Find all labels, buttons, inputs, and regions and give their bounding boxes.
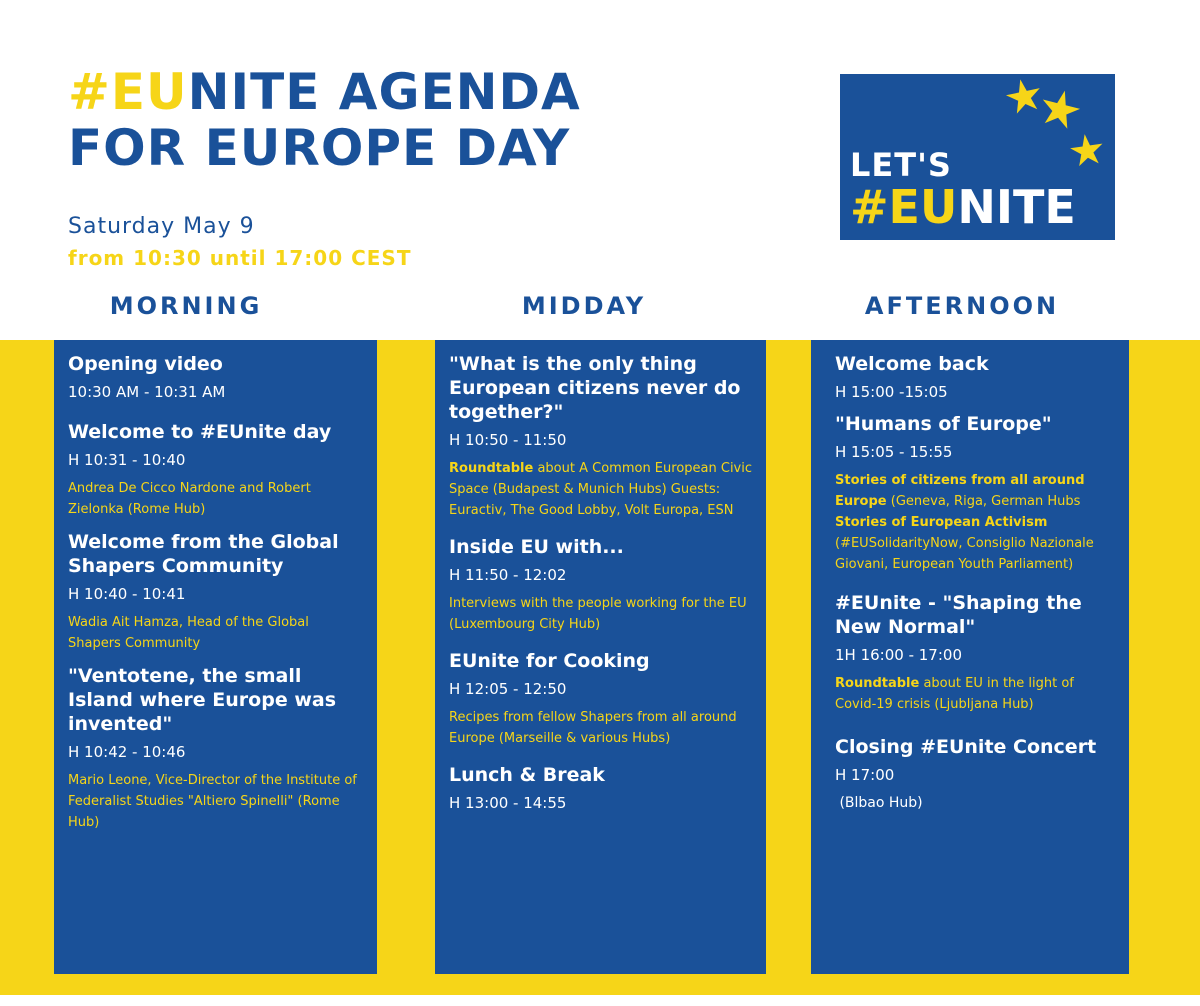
item-time: H 15:00 -15:05: [835, 383, 948, 401]
event-date: Saturday May 9: [68, 214, 255, 239]
item-title: #EUnite - "Shaping the New Normal": [835, 592, 1082, 638]
item-title: Inside EU with...: [449, 536, 624, 558]
logo-accent: #EU: [850, 180, 958, 234]
item-description: Recipes from fellow Shapers from all around Europe (Marseille & various Hubs): [449, 710, 737, 746]
item-description-text: about A Common European Civic Space (Budapest & Munich Hubs) Guests: Euractiv, The Good Lobby, Volt Europa, ESN: [449, 461, 753, 518]
item-title: "Humans of Europe": [835, 413, 1052, 435]
agenda-item: [449, 535, 752, 635]
logo-rest: NITE: [957, 180, 1076, 234]
stories-citizens-label: Stories of citizens from all around Europe: [835, 473, 1085, 509]
item-title: Opening video: [68, 353, 223, 375]
afternoon-panel: [811, 340, 1129, 974]
item-title: "Ventotene, the small Island where Europe was invented": [68, 665, 337, 735]
midday-panel: [435, 340, 766, 974]
item-description-text: about EU in the light of Covid-19 crisis (Ljubljana Hub): [835, 676, 1074, 712]
item-description: [449, 458, 752, 521]
item-time: 10:30 AM - 10:31 AM: [68, 383, 226, 401]
agenda-item: [68, 664, 363, 833]
agenda-item: [68, 352, 363, 402]
title-rest: NITE AGENDA: [187, 63, 581, 121]
item-time: H 10:40 - 10:41: [68, 585, 186, 603]
item-time: H 15:05 - 15:55: [835, 443, 953, 461]
event-time: from 10:30 until 17:00 CEST: [68, 246, 412, 270]
item-title: EUnite for Cooking: [449, 650, 650, 672]
item-time: H 11:50 - 12:02: [449, 566, 567, 584]
stories-activism-text: (#EUSolidarityNow, Consiglio Nazionale Giovani, European Youth Parliament): [835, 536, 1094, 572]
item-title: Closing #EUnite Concert: [835, 736, 1097, 758]
morning-panel: [54, 340, 377, 974]
item-time: H 10:31 - 10:40: [68, 451, 186, 469]
roundtable-label: Roundtable: [835, 676, 920, 691]
title-line-2: FOR EUROPE DAY: [68, 119, 571, 177]
item-description: Interviews with the people working for the EU (Luxembourg City Hub): [449, 596, 747, 632]
star-icon: [1068, 132, 1106, 170]
item-title: Welcome to #EUnite day: [68, 421, 332, 443]
logo-line-2: [850, 180, 1076, 234]
item-description: Mario Leone, Vice-Director of the Institute of Federalist Studies "Altiero Spinelli" (Rome Hub): [68, 773, 357, 830]
agenda-item: [835, 412, 1115, 575]
agenda-title: [68, 64, 581, 176]
item-time: H 10:50 - 11:50: [449, 431, 567, 449]
agenda-item: [835, 735, 1115, 814]
item-time: H 10:42 - 10:46: [68, 743, 186, 761]
item-description: Andrea De Cicco Nardone and Robert Zielonka (Rome Hub): [68, 481, 311, 517]
column-heading-morning: MORNING: [109, 292, 263, 320]
roundtable-label: Roundtable: [449, 461, 534, 476]
item-title: "What is the only thing European citizens never do together?": [449, 353, 741, 423]
agenda-item: [449, 763, 752, 813]
column-heading-afternoon: AFTERNOON: [864, 292, 1060, 320]
star-icon: [1003, 76, 1046, 119]
stories-citizens-text: (Geneva, Riga, German Hubs: [886, 494, 1081, 509]
agenda-item: [835, 352, 1115, 402]
agenda-item: [449, 352, 752, 521]
item-title: Welcome from the Global Shapers Community: [68, 531, 339, 577]
agenda-item: [68, 420, 363, 520]
stories-activism-label: Stories of European Activism: [835, 515, 1048, 530]
item-title: Welcome back: [835, 353, 989, 375]
item-time: 1H 16:00 - 17:00: [835, 646, 962, 664]
title-accent: #EU: [68, 63, 188, 121]
star-icon: [1036, 86, 1084, 134]
item-description: (Blbao Hub): [835, 795, 923, 811]
item-title: Lunch & Break: [449, 764, 605, 786]
agenda-item: [68, 530, 363, 654]
item-time: H 13:00 - 14:55: [449, 794, 567, 812]
item-description: [835, 470, 1115, 575]
item-description: [835, 673, 1115, 715]
title-line-1: [68, 64, 581, 120]
column-heading-midday: MIDDAY: [521, 292, 647, 320]
logo-line-1: LET'S: [850, 146, 952, 184]
lets-eunite-logo: [840, 74, 1115, 240]
item-time: H 17:00: [835, 766, 895, 784]
agenda-item: [835, 591, 1115, 715]
item-time: H 12:05 - 12:50: [449, 680, 567, 698]
item-description: Wadia Ait Hamza, Head of the Global Shapers Community: [68, 615, 309, 651]
agenda-item: [449, 649, 752, 749]
